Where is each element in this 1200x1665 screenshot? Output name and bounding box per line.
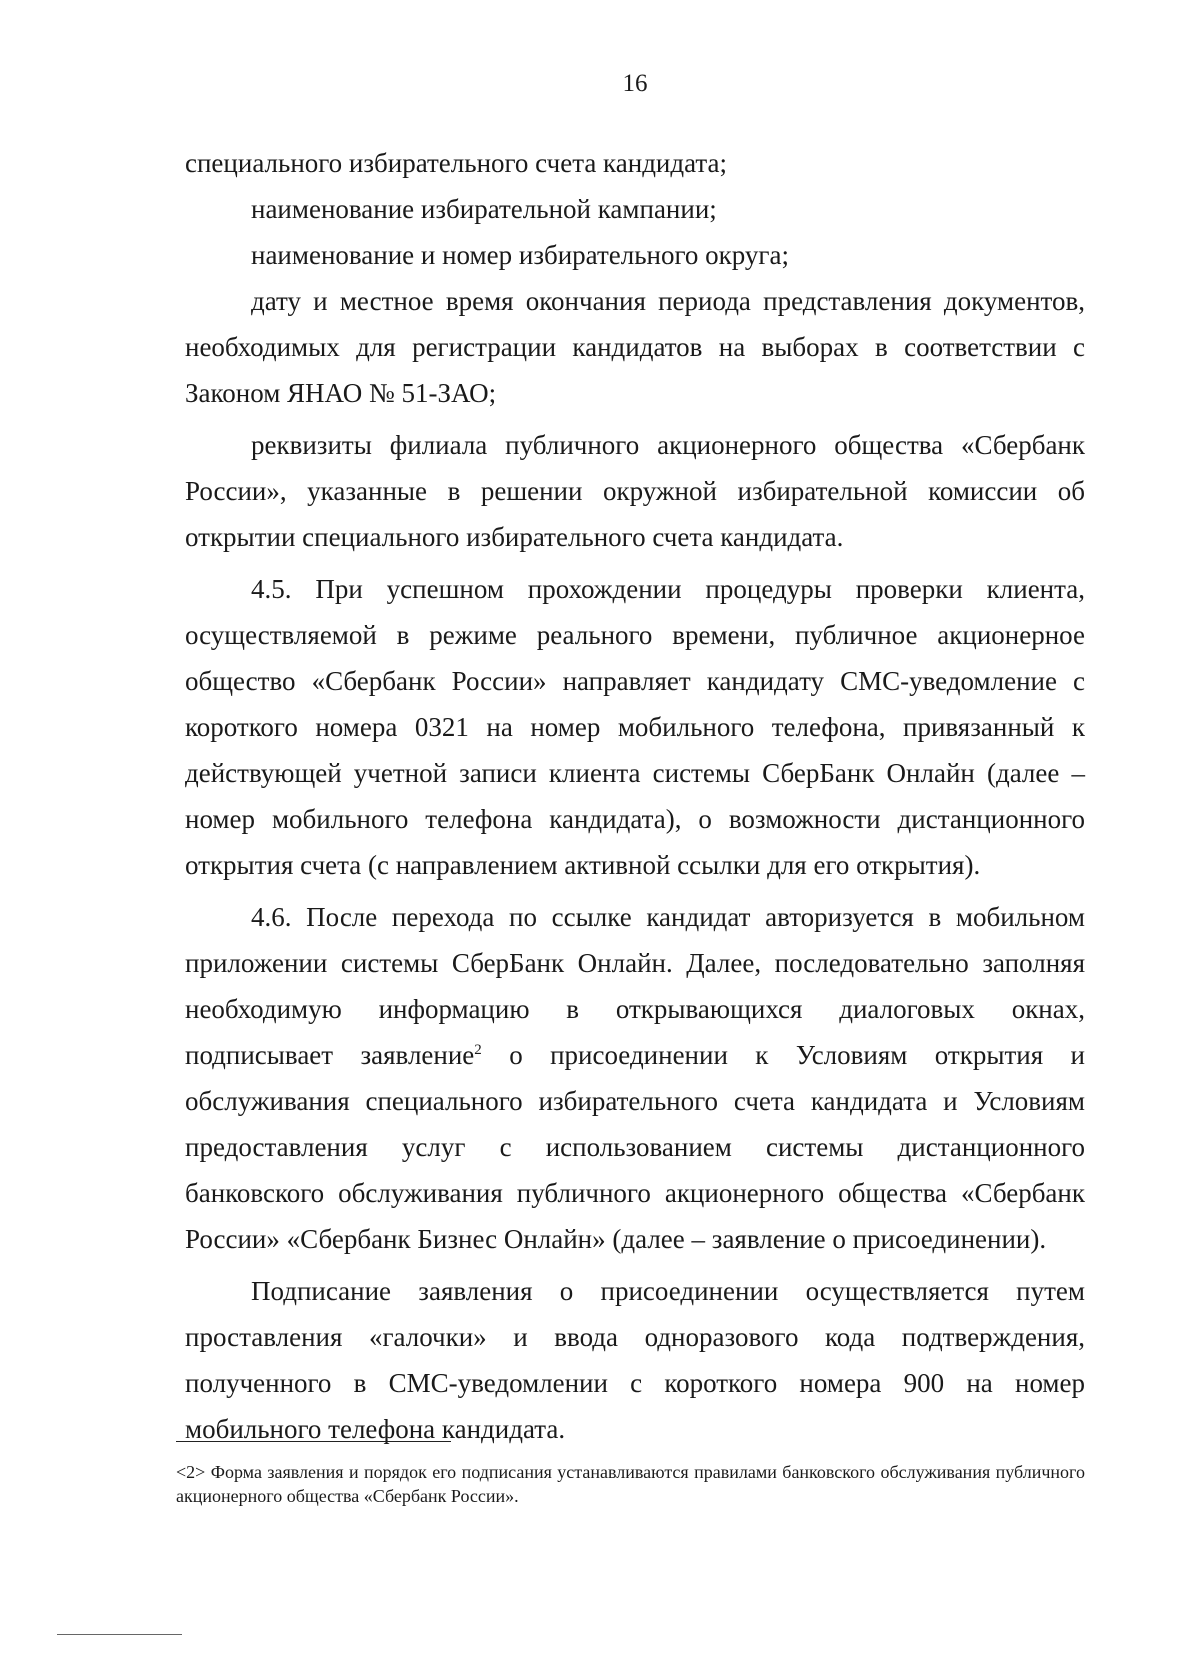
paragraph-campaign-name: наименование избирательной кампании; [251,194,717,224]
corner-line-mark [57,1634,182,1635]
paragraph-4-6-text-continued: о присоединении к Условиям открытия и обслуживания специального избирательного счета кандидата и Условиям предоставления услуг с использованием системы дистанционного банковского обслуживания публичного акционерного общества «Сбербанк России» «Сбербанк Бизнес Онлайн» (далее – заявление о присоединении). [185,1040,1085,1254]
paragraph-bank-details: реквизиты филиала публичного акционерного общества «Сбербанк России», указанные в решении окружной избирательной комиссии об открытии специального избирательного счета кандидата. [185,430,1085,552]
footnote: <2> Форма заявления и порядок его подписания устанавливаются правилами банковского обслуживания публичного акционерного общества «Сбербанк России». [176,1462,1085,1506]
footnote-reference: 2 [474,1042,482,1058]
paragraph-4-6-text: 4.6. После перехода по ссылке кандидат авторизуется в мобильном приложении системы СберБанк Онлайн. Далее, последовательно заполняя необходимую информацию в открывающихся диалоговых окнах, подписывает заявление [185,902,1085,1070]
paragraph-district-name: наименование и номер избирательного округа; [251,240,789,270]
paragraph-4-6 [185,894,1085,1262]
paragraph-deadline: дату и местное время окончания периода представления документов, необходимых для регистрации кандидатов на выборах в соответствии с Законом ЯНАО № 51-ЗАО; [185,286,1085,408]
paragraph-signing: Подписание заявления о присоединении осуществляется путем проставления «галочки» и ввода одноразового кода подтверждения, полученного в СМС-уведомлении с короткого номера 900 на номер мобильного телефона кандидата. [185,1276,1085,1444]
paragraph-account-continuation: специального избирательного счета кандидата; [185,148,728,178]
footnote-divider [176,1441,451,1442]
page-number: 16 [622,70,648,97]
document-body [185,140,1085,1452]
paragraph-4-5: 4.5. При успешном прохождении процедуры проверки клиента, осуществляемой в режиме реального времени, публичное акционерное общество «Сбербанк России» направляет кандидату СМС-уведомление с короткого номера 0321 на номер мобильного телефона, привязанный к действующей учетной записи клиента системы СберБанк Онлайн (далее – номер мобильного телефона кандидата), о возможности дистанционного открытия счета (с направлением активной ссылки для его открытия). [185,574,1085,880]
